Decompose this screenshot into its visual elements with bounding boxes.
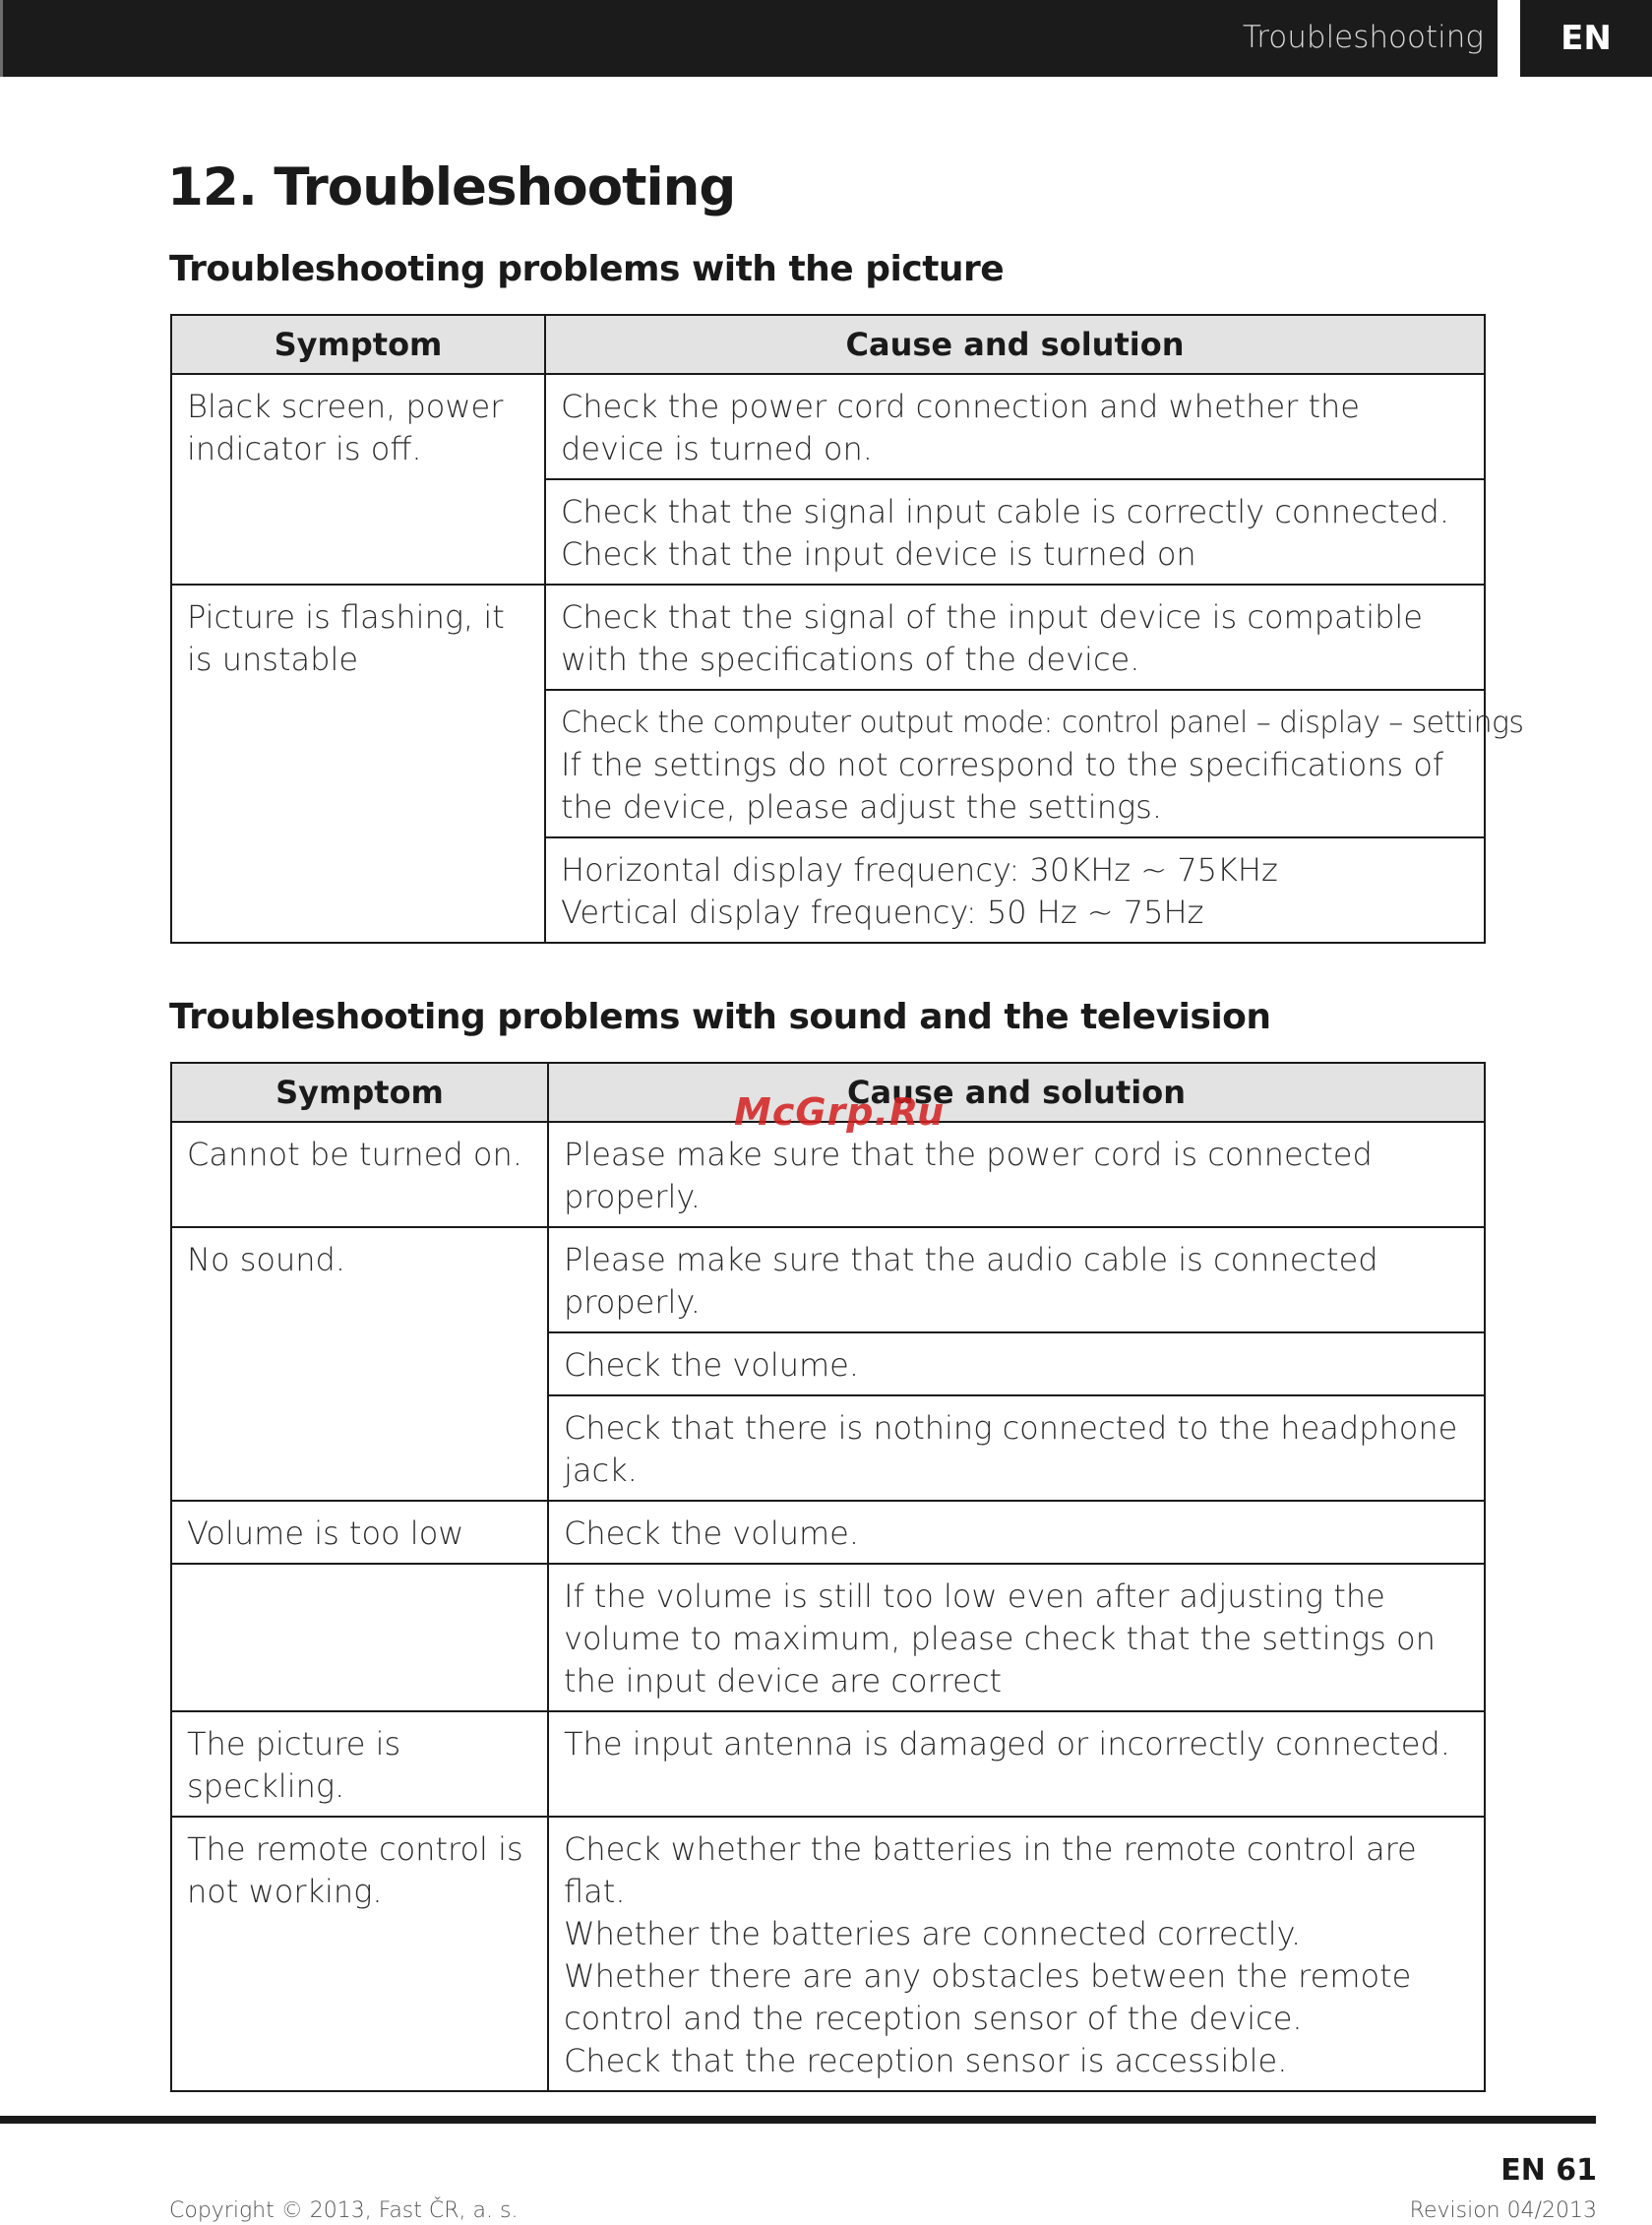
- cause-cell: [545, 479, 1485, 585]
- column-header-symptom: Symptom: [171, 1063, 548, 1122]
- cause-line: Check whether the batteries in the remote control are flat.: [564, 1830, 1417, 1910]
- language-badge: EN: [1520, 0, 1652, 77]
- cause-line: Whether there are any obstacles between the remote control and the reception sensor of the device.: [564, 1957, 1412, 2037]
- symptom-cell: No sound.: [171, 1227, 548, 1501]
- symptom-cell: Black screen, power indicator is off.: [171, 374, 545, 585]
- table-row: [171, 1501, 1485, 1564]
- table-row: [171, 1817, 1485, 2091]
- header-bar: [0, 0, 1498, 77]
- page-title: 12. Troubleshooting: [167, 157, 736, 217]
- cause-cell: Check the volume.: [548, 1501, 1485, 1564]
- cause-line: If the settings do not correspond to the specifications of the device, please adjust the settings.: [561, 746, 1444, 826]
- symptom-cell: Cannot be turned on.: [171, 1122, 548, 1227]
- sound-troubleshooting-table: [170, 1062, 1486, 2092]
- picture-section-heading: Troubleshooting problems with the picture: [169, 249, 1005, 289]
- table-header-row: [171, 315, 1485, 374]
- symptom-cell-empty: [171, 1564, 548, 1711]
- cause-line: Check that the reception sensor is accessible.: [564, 2042, 1288, 2079]
- symptom-cell: Volume is too low: [171, 1501, 548, 1564]
- cause-cell: The input antenna is damaged or incorrectly connected.: [548, 1711, 1485, 1817]
- symptom-cell: Picture is flashing, it is unstable: [171, 585, 545, 943]
- table-row: [171, 1227, 1485, 1332]
- cause-cell: Check the volume.: [548, 1332, 1485, 1395]
- column-header-cause: Cause and solution: [545, 315, 1485, 374]
- table-row: [171, 585, 1485, 690]
- symptom-cell: The picture is speckling.: [171, 1711, 548, 1817]
- cause-line: Check the computer output mode: control panel – display – settings: [561, 706, 1524, 740]
- cause-cell: Please make sure that the audio cable is connected properly.: [548, 1227, 1485, 1332]
- table-row: [171, 374, 1485, 479]
- page-number: EN 61: [1500, 2153, 1597, 2188]
- cause-cell: [548, 1817, 1485, 2091]
- cause-cell: If the volume is still too low even after adjusting the volume to maximum, please check that the settings on the input device are correct: [548, 1564, 1485, 1711]
- table-row: [171, 1711, 1485, 1817]
- table-row: [171, 1122, 1485, 1227]
- cause-cell: Check the power cord connection and whether the device is turned on.: [545, 374, 1485, 479]
- table-row: [171, 1564, 1485, 1711]
- header-section-title: Troubleshooting: [1242, 20, 1484, 55]
- cause-cell: Please make sure that the power cord is connected properly.: [548, 1122, 1485, 1227]
- footer-rule: [0, 2116, 1596, 2124]
- cause-cell: Check that there is nothing connected to the headphone jack.: [548, 1395, 1485, 1501]
- cause-cell: [545, 690, 1524, 837]
- column-header-cause: Cause and solution: [548, 1063, 1485, 1122]
- copyright-text: Copyright © 2013, Fast ČR, a. s.: [169, 2198, 519, 2223]
- column-header-symptom: Symptom: [171, 315, 545, 374]
- cause-line: Check that the input device is turned on: [561, 535, 1196, 573]
- cause-line: Vertical display frequency: 50 Hz ~ 75Hz: [561, 894, 1204, 931]
- cause-cell: [545, 837, 1485, 943]
- cause-cell: Check that the signal of the input device is compatible with the specifications of the device.: [545, 585, 1485, 690]
- cause-line: Check that the signal input cable is correctly connected.: [561, 493, 1449, 530]
- watermark: McGrp.Ru: [734, 1090, 946, 1134]
- cause-line: Horizontal display frequency: 30KHz ~ 75KHz: [561, 851, 1278, 889]
- revision-text: Revision 04/2013: [1409, 2198, 1597, 2223]
- cause-line: Whether the batteries are connected correctly.: [564, 1915, 1302, 1952]
- picture-troubleshooting-table: [170, 314, 1524, 944]
- symptom-cell: The remote control is not working.: [171, 1817, 548, 2091]
- sound-section-heading: Troubleshooting problems with sound and the television: [169, 997, 1271, 1037]
